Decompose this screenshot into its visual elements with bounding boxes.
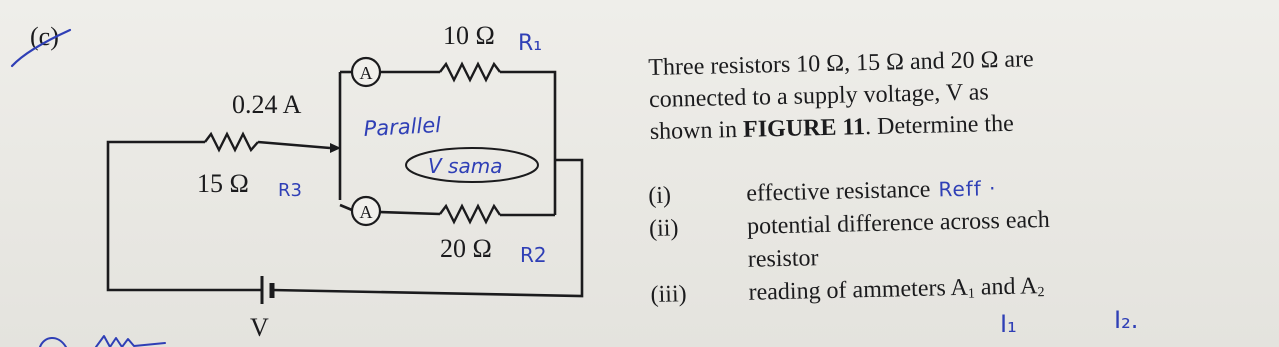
question-line-3-start: shown in xyxy=(649,116,744,145)
item-text: potential difference across each xyxy=(746,206,1051,240)
note-r2: R2 xyxy=(520,243,547,267)
note-reff: Reff · xyxy=(938,176,997,202)
resistor-top-value: 10 Ω xyxy=(443,21,495,50)
item-number: (i) xyxy=(648,182,672,209)
question-line-2: connected to a supply voltage, V as xyxy=(648,79,989,113)
question-line-1: Three resistors 10 Ω, 15 Ω and 20 Ω are xyxy=(648,46,1034,81)
resistor-bottom-value: 20 Ω xyxy=(440,234,492,263)
current-value: 0.24 A xyxy=(232,90,302,119)
note-r3: R3 xyxy=(278,180,302,201)
battery-icon xyxy=(262,276,272,304)
item-text-a: reading of ammeters A xyxy=(748,274,969,306)
ammeter-top-label: A xyxy=(359,63,373,83)
circuit-wires xyxy=(108,72,582,296)
note-v-same: V sama xyxy=(428,154,503,178)
cropped-scribble xyxy=(40,338,66,347)
resistor-bottom-icon xyxy=(440,206,500,222)
supply-voltage-label: V xyxy=(250,313,269,342)
question-stem xyxy=(648,38,1250,148)
question-items xyxy=(648,166,1271,318)
item-text-wrap xyxy=(747,199,1270,277)
cropped-scribble-2 xyxy=(96,336,165,347)
resistor-left-value: 15 Ω xyxy=(197,169,249,198)
item-text: effective resistance xyxy=(746,176,931,207)
item-text-b: and A xyxy=(974,273,1038,301)
subscript-1: 1 xyxy=(967,286,976,302)
subscript-2: 2 xyxy=(1037,285,1045,301)
note-parallel: Parallel xyxy=(363,112,442,141)
ammeter-notes xyxy=(990,306,1190,346)
item-text-cont: resistor xyxy=(747,245,819,273)
note-i1: I₁ xyxy=(1000,310,1017,338)
note-i2: I₂. xyxy=(1114,306,1139,334)
part-label: (c) xyxy=(30,22,59,51)
item-number: (ii) xyxy=(648,215,679,242)
ammeter-bottom-label: A xyxy=(359,202,373,222)
resistor-left-icon xyxy=(205,134,258,150)
question-line-3-end: . Determine the xyxy=(864,110,1014,141)
resistor-top-icon xyxy=(440,64,500,80)
item-number: (iii) xyxy=(650,281,687,308)
figure-reference: FIGURE 11 xyxy=(742,114,866,143)
note-r1: R₁ xyxy=(518,31,543,56)
